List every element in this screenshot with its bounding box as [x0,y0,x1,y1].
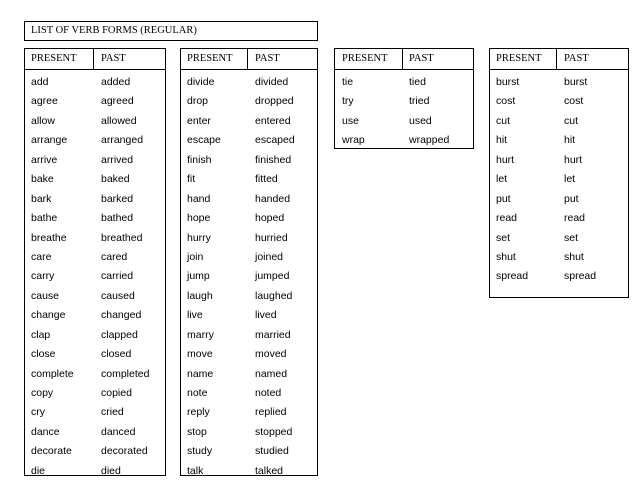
present-form: hit [496,134,508,147]
table-row [181,95,317,114]
present-form: jump [187,270,210,283]
table-row [25,251,165,270]
present-form: cut [496,114,511,127]
present-form: name [187,367,214,380]
present-form: marry [187,328,214,341]
present-form: talk [187,464,204,477]
present-form: live [187,309,203,322]
header-past: PAST [101,53,126,64]
header-divider [93,49,94,69]
table-row [181,387,317,406]
past-form: moved [255,348,287,361]
table-row [335,95,473,114]
table-row [181,465,317,484]
past-form: named [255,367,288,380]
table-row [490,193,628,212]
table-row [25,173,165,192]
past-form: cared [101,250,128,263]
past-form: clapped [101,328,138,341]
past-form: wrapped [409,134,450,147]
past-form: died [101,464,121,477]
present-form: burst [496,76,520,88]
present-form: dance [31,425,60,438]
present-form: decorate [31,445,72,458]
table-body [181,70,317,484]
table-row [25,95,165,114]
present-form: add [31,76,49,88]
table-row [181,173,317,192]
past-form: hit [564,134,576,147]
table-row [181,193,317,212]
table-row [25,406,165,425]
table-row [25,290,165,309]
table-row [25,76,165,95]
present-form: shut [496,250,516,263]
past-form: replied [255,406,287,419]
present-form: use [342,114,359,127]
present-form: cause [31,289,60,302]
present-form: complete [31,367,74,380]
table-row [335,76,473,95]
present-form: arrive [31,153,58,166]
present-form: laugh [187,289,213,302]
table-row [181,251,317,270]
present-form: hurry [187,231,211,244]
table-row [181,348,317,367]
present-form: die [31,464,46,477]
past-form: closed [101,348,132,361]
past-form: jumped [255,270,290,283]
table-row [25,387,165,406]
table-row [490,212,628,231]
table-row [490,173,628,192]
past-form: married [255,328,291,341]
table-row [335,134,473,153]
past-form: carried [101,270,134,283]
present-form: fit [187,173,196,186]
table-row [490,134,628,153]
table-row [181,115,317,134]
past-form: tied [409,76,426,88]
table-row [25,426,165,445]
header-past: PAST [409,53,434,64]
header-present: PRESENT [496,53,542,64]
present-form: stop [187,425,207,438]
present-form: try [342,95,354,108]
header-past: PAST [564,53,589,64]
past-form: allowed [101,114,137,127]
header-past: PAST [255,53,280,64]
table-row [181,154,317,173]
past-form: cried [101,406,124,419]
table-row [181,290,317,309]
table-row [181,329,317,348]
past-form: finished [255,153,292,166]
past-form: baked [101,173,130,186]
present-form: set [496,231,511,244]
table-row [25,232,165,251]
verb-table-3 [334,48,474,149]
table-row [181,134,317,153]
present-form: bake [31,173,54,186]
table-row [181,212,317,231]
present-form: escape [187,134,221,147]
present-form: divide [187,76,215,88]
past-form: entered [255,114,291,127]
header-divider [247,49,248,69]
present-form: cry [31,406,45,419]
table-row [181,445,317,464]
present-form: enter [187,114,211,127]
present-form: hand [187,192,211,205]
past-form: put [564,192,579,205]
table-row [25,465,165,484]
past-form: talked [255,464,284,477]
table-row [25,154,165,173]
present-form: let [496,173,508,186]
header-present: PRESENT [187,53,233,64]
table-row [490,115,628,134]
table-row [490,232,628,251]
table-row [490,154,628,173]
past-form: handed [255,192,291,205]
table-row [25,329,165,348]
past-form: cost [564,95,584,108]
past-form: set [564,231,579,244]
present-form: allow [31,114,55,127]
past-form: tried [409,95,430,108]
table-row [490,251,628,270]
table-row [490,76,628,95]
present-form: change [31,309,66,322]
table-row [25,348,165,367]
past-form: fitted [255,173,278,186]
present-form: read [496,212,518,225]
present-form: agree [31,95,58,108]
header-present: PRESENT [31,53,77,64]
present-form: care [31,250,52,263]
present-form: drop [187,95,209,108]
table-row [25,193,165,212]
header-divider [556,49,557,69]
table-row [181,76,317,95]
table-row [335,115,473,134]
past-form: bathed [101,212,134,225]
verb-table-2 [180,48,318,476]
present-form: put [496,192,511,205]
table-body [25,70,165,484]
present-form: close [31,348,56,361]
present-form: hurt [496,153,515,166]
table-header [490,49,628,70]
past-form: lived [255,309,277,322]
past-form: laughed [255,289,293,302]
past-form: joined [255,250,284,263]
table-row [25,309,165,328]
past-form: cut [564,114,579,127]
table-body [335,70,473,154]
past-form: decorated [101,445,148,458]
present-form: copy [31,387,54,399]
past-form: spread [564,270,597,283]
present-form: finish [187,153,212,166]
table-row [181,232,317,251]
present-form: bark [31,192,52,205]
past-form: changed [101,309,142,322]
past-form: completed [101,367,150,380]
present-form: spread [496,270,529,283]
header-divider [402,49,403,69]
table-row [181,309,317,328]
table-row [25,445,165,464]
past-form: hoped [255,212,285,225]
past-form: added [101,76,131,88]
verb-table-4 [489,48,629,298]
table-row [181,270,317,289]
past-form: escaped [255,134,295,147]
table-row [181,426,317,445]
present-form: reply [187,406,210,419]
past-form: noted [255,387,282,399]
header-present: PRESENT [342,53,388,64]
present-form: move [187,348,213,361]
past-form: dropped [255,95,294,108]
table-header [25,49,165,70]
past-form: breathed [101,231,143,244]
past-form: agreed [101,95,134,108]
present-form: wrap [342,134,365,147]
past-form: danced [101,425,136,438]
table-row [25,115,165,134]
table-row [181,368,317,387]
present-form: clap [31,328,51,341]
page-title: LIST OF VERB FORMS (REGULAR) [24,21,318,41]
past-form: hurt [564,153,583,166]
present-form: tie [342,76,354,88]
table-row [25,212,165,231]
past-form: used [409,114,432,127]
past-form: studied [255,445,289,458]
table-header [335,49,473,70]
past-form: let [564,173,576,186]
past-form: barked [101,192,134,205]
table-row [25,368,165,387]
past-form: divided [255,76,289,88]
table-row [181,406,317,425]
past-form: caused [101,289,135,302]
table-body [490,70,628,290]
present-form: study [187,445,213,458]
past-form: copied [101,387,132,399]
past-form: burst [564,76,588,88]
past-form: arrived [101,153,134,166]
past-form: shut [564,250,584,263]
table-row [490,95,628,114]
table-header [181,49,317,70]
present-form: join [187,250,204,263]
present-form: bathe [31,212,58,225]
past-form: arranged [101,134,144,147]
table-row [490,270,628,289]
present-form: arrange [31,134,68,147]
table-row [25,134,165,153]
present-form: cost [496,95,516,108]
past-form: read [564,212,586,225]
verb-table-1 [24,48,166,476]
past-form: hurried [255,231,288,244]
present-form: breathe [31,231,67,244]
present-form: note [187,387,208,399]
present-form: carry [31,270,55,283]
table-row [25,270,165,289]
past-form: stopped [255,425,293,438]
present-form: hope [187,212,211,225]
